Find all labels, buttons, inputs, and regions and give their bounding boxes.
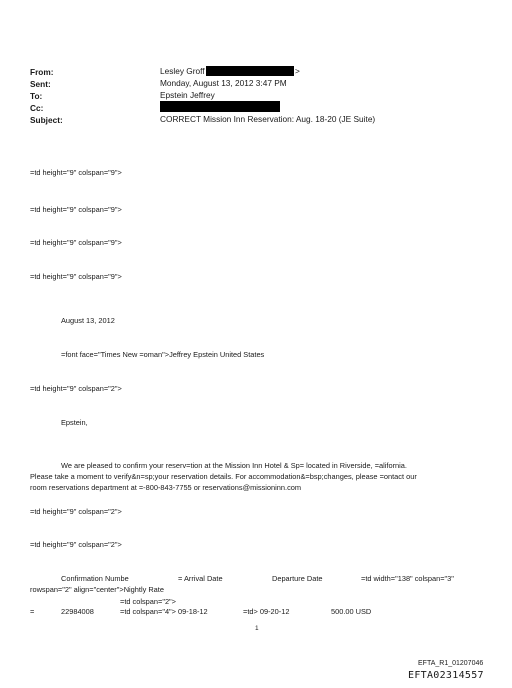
subject-label: Subject: (30, 115, 63, 125)
redaction-bar-cc (160, 101, 280, 112)
confirmation-number: 22984008 (61, 607, 94, 616)
td-line-2: =td height="9" colspan="9"> (30, 205, 122, 214)
sent-value: Monday, August 13, 2012 3:47 PM (160, 78, 287, 88)
bates-ref-small: EFTA_R1_01207046 (418, 660, 484, 667)
col-departure: Departure Date (272, 574, 323, 583)
from-label: From: (30, 67, 54, 77)
from-value: Lesley Groff (160, 66, 205, 76)
confirmation-paragraph (30, 460, 417, 493)
col-width-tag: =td width="138" colspan="3" (361, 574, 454, 583)
td-line-1: =td height="9" colspan="9"> (30, 168, 122, 177)
nightly-rate-value: 500.00 USD (331, 607, 372, 616)
subject-value: CORRECT Mission Inn Reservation: Aug. 18-20 (JE Suite) (160, 114, 376, 124)
redaction-bar-from (206, 66, 294, 76)
greeting: Epstein, (61, 418, 88, 427)
td-line-3: =td height="9" colspan="9"> (30, 238, 122, 247)
body-date: August 13, 2012 (61, 316, 115, 325)
col-confirmation: Confirmation Numbe (61, 574, 129, 583)
row-prefix: = (30, 607, 35, 616)
paragraph-line-3: room reservations department at =-800-843-7755 or reservations@missioninn.com (30, 483, 302, 492)
td-line-6: =td height="9" colspan="2"> (30, 507, 122, 516)
col-arrival: = Arrival Date (178, 574, 223, 583)
from-suffix: > (295, 66, 300, 76)
arrival-value: =td colspan="4"> 09-18-12 (120, 607, 208, 616)
to-label: To: (30, 91, 43, 101)
paragraph-line-1: We are pleased to confirm your reserv=tion at the Mission Inn Hotel & Sp= located in Riverside, =alifornia. (61, 461, 407, 470)
td-line-5: =td height="9" colspan="2"> (30, 384, 122, 393)
page-number: 1 (255, 625, 259, 632)
to-value: Epstein Jeffrey (160, 90, 215, 100)
sent-label: Sent: (30, 79, 51, 89)
bates-ref-big: EFTA02314557 (408, 670, 484, 681)
cc-label: Cc: (30, 103, 44, 113)
td-line-4: =td height="9" colspan="9"> (30, 272, 122, 281)
departure-value: =td> 09-20-12 (243, 607, 290, 616)
font-face-line: =font face="Times New =oman">Jeffrey Epstein United States (61, 350, 265, 359)
td-line-7: =td height="9" colspan="2"> (30, 540, 122, 549)
paragraph-line-2: Please take a moment to verify&n=sp;your reservation details. For accommodation&=bsp;changes, please =ontact our (30, 472, 417, 481)
td-colspan-line: =td colspan="2"> (120, 597, 176, 606)
rowspan-line: rowspan="2" align="center">Nightly Rate (30, 585, 164, 594)
